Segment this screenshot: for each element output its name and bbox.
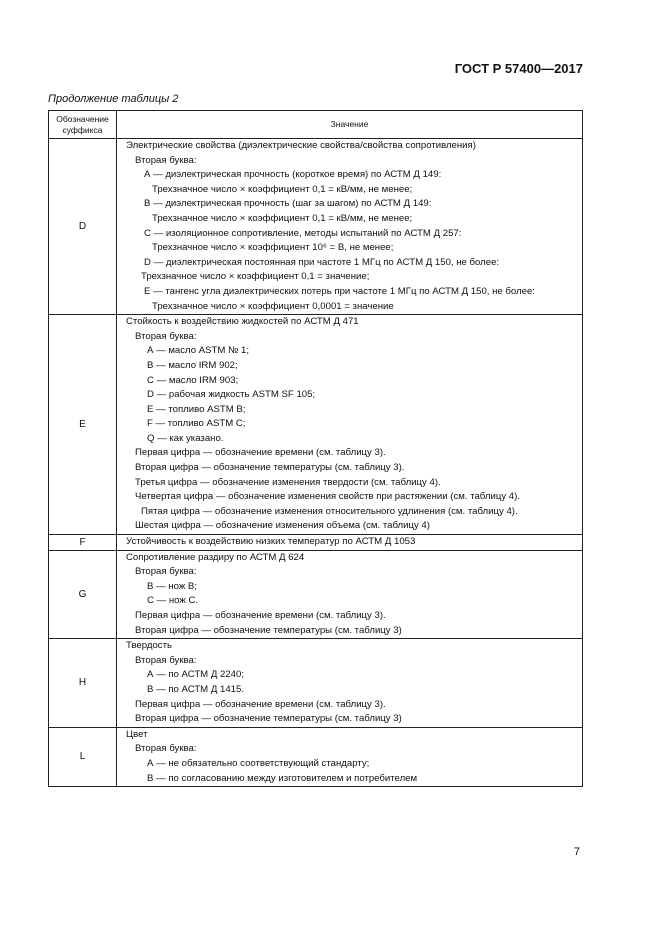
value-line: Четвертая цифра — обозначение изменения свойств при растяжении (см. таблицу 4). bbox=[135, 491, 520, 503]
value-line: F — топливо ASTM С; bbox=[147, 418, 246, 430]
value-line: Цвет bbox=[126, 728, 148, 740]
table-row bbox=[49, 535, 583, 551]
value-line: А — диэлектрическая прочность (короткое время) по АСТМ Д 149: bbox=[144, 169, 442, 181]
value-line: Трехзначное число × коэффициент 10⁶ = В, не менее; bbox=[152, 242, 394, 254]
suffix-code-cell: E bbox=[49, 315, 117, 535]
value-line: В — по согласованию между изготовителем и потребителем bbox=[147, 772, 418, 784]
table-row bbox=[49, 727, 583, 786]
value-line: Первая цифра — обозначение времени (см. таблицу 3). bbox=[135, 447, 386, 459]
suffix-value-cell bbox=[117, 315, 583, 535]
suffix-value-cell bbox=[117, 639, 583, 728]
document-id: ГОСТ Р 57400—2017 bbox=[454, 61, 583, 76]
value-line: Устойчивость к воздействию низких температур по АСТМ Д 1053 bbox=[126, 536, 416, 548]
table-header-row bbox=[49, 111, 583, 139]
suffix-table bbox=[48, 110, 583, 787]
table-row bbox=[49, 315, 583, 535]
suffix-value-cell bbox=[117, 139, 583, 315]
value-line: Третья цифра — обозначение изменения твердости (см. таблицу 4). bbox=[135, 476, 441, 488]
suffix-code-cell: F bbox=[49, 535, 117, 551]
table-body bbox=[49, 139, 583, 787]
value-line: Трехзначное число × коэффициент 0,1 = кВ/мм, не менее; bbox=[152, 212, 413, 224]
value-line: Е — топливо ASTM В; bbox=[147, 403, 246, 415]
value-line: Е — тангенс угла диэлектрических потерь при частоте 1 МГц по АСТМ Д 150, не более: bbox=[144, 285, 535, 297]
suffix-value-cell bbox=[117, 727, 583, 786]
value-line: D — рабочая жидкость ASTM SF 105; bbox=[147, 389, 316, 401]
column-header-value: Значение bbox=[117, 111, 583, 139]
value-line: Трехзначное число × коэффициент 0,0001 = значение bbox=[152, 300, 394, 312]
value-line: Вторая буква: bbox=[135, 654, 197, 666]
value-line: С — нож С. bbox=[147, 595, 199, 607]
suffix-code-cell: G bbox=[49, 550, 117, 639]
value-line: В — масло IRM 902; bbox=[147, 359, 238, 371]
value-line: А — по АСТМ Д 2240; bbox=[147, 669, 245, 681]
value-line: Вторая буква: bbox=[135, 154, 197, 166]
value-line: Q — как указано. bbox=[147, 432, 224, 444]
value-line: Пятая цифра — обозначение изменения относительного удлинения (см. таблицу 4). bbox=[141, 505, 518, 517]
value-line: Стойкость к воздействию жидкостей по АСТМ Д 471 bbox=[126, 316, 359, 328]
table-row bbox=[49, 639, 583, 728]
value-line: Трехзначное число × коэффициент 0,1 = значение; bbox=[141, 271, 370, 283]
value-line: Шестая цифра — обозначение изменения объема (см. таблицу 4) bbox=[135, 520, 430, 532]
value-line: Вторая буква: bbox=[135, 566, 197, 578]
value-line: Вторая буква: bbox=[135, 330, 197, 342]
value-line: А — масло ASTM № 1; bbox=[147, 345, 250, 357]
value-line: В — диэлектрическая прочность (шаг за шагом) по АСТМ Д 149: bbox=[144, 198, 432, 210]
suffix-value-cell bbox=[117, 550, 583, 639]
value-line: С — масло IRM 903; bbox=[147, 374, 239, 386]
table-row bbox=[49, 139, 583, 315]
value-line: Твердость bbox=[126, 640, 173, 652]
column-header-code: Обозначение суффикса bbox=[49, 111, 117, 139]
value-line: С — изоляционное сопротивление, методы испытаний по АСТМ Д 257: bbox=[144, 227, 462, 239]
value-line: Вторая цифра — обозначение температуры (см. таблицу 3). bbox=[135, 462, 405, 474]
suffix-code-cell: L bbox=[49, 727, 117, 786]
value-line: Вторая цифра — обозначение температуры (см. таблицу 3) bbox=[135, 713, 402, 725]
value-line: В — по АСТМ Д 1415. bbox=[147, 683, 245, 695]
value-line: Сопротивление раздиру по АСТМ Д 624 bbox=[126, 551, 305, 563]
value-line: Первая цифра — обозначение времени (см. таблицу 3). bbox=[135, 610, 386, 621]
table-caption: Продолжение таблицы 2 bbox=[48, 93, 179, 105]
value-line: D — диэлектрическая постоянная при частоте 1 МГц по АСТМ Д 150, не более: bbox=[144, 256, 500, 268]
suffix-code-cell: H bbox=[49, 639, 117, 728]
table-row bbox=[49, 550, 583, 639]
value-line: Электрические свойства (диэлектрические свойства/свойства сопротивления) bbox=[126, 140, 476, 151]
suffix-value-cell bbox=[117, 535, 583, 551]
page-number: 7 bbox=[573, 846, 580, 858]
value-line: А — не обязательно соответствующий стандарту; bbox=[147, 757, 370, 769]
value-line: Вторая буква: bbox=[135, 743, 197, 755]
value-line: В — нож В; bbox=[147, 580, 197, 592]
value-line: Трехзначное число × коэффициент 0,1 = кВ/мм, не менее; bbox=[152, 183, 413, 195]
suffix-code-cell: D bbox=[49, 139, 117, 315]
value-line: Вторая цифра — обозначение температуры (см. таблицу 3) bbox=[135, 624, 402, 636]
value-line: Первая цифра — обозначение времени (см. таблицу 3). bbox=[135, 698, 386, 710]
